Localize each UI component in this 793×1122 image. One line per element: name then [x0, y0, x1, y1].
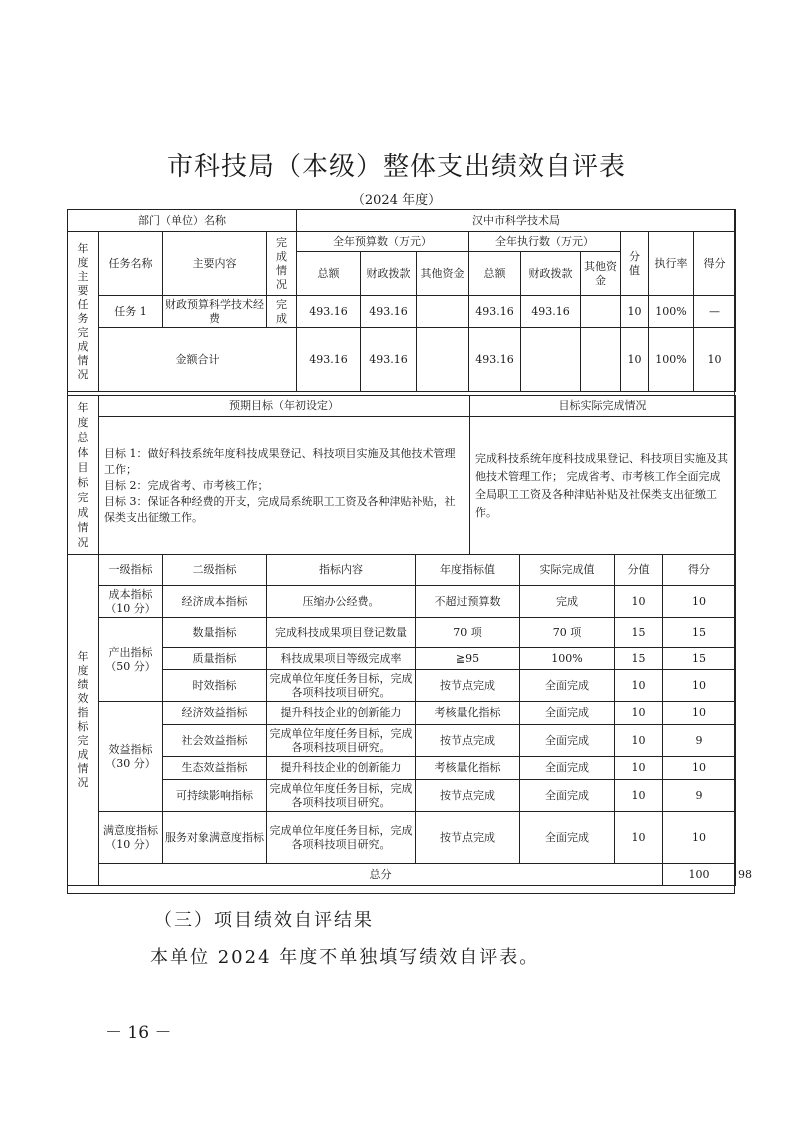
section-three-heading: （三）项目绩效自评结果 — [154, 910, 374, 931]
header-budget-group: 全年预算数（万元） — [297, 232, 469, 252]
content: 完成单位年度任务目标，完成各项科技项目研究。 — [267, 780, 416, 812]
level1-benefit: 效益指标（30 分） — [99, 702, 163, 812]
table-row — [68, 586, 736, 618]
content: 完成单位年度任务目标，完成各项科技项目研究。 — [267, 812, 416, 864]
total-exec-fiscal — [521, 328, 581, 392]
grand-total-row: 总分 100 98 — [68, 864, 736, 886]
goal-2: 目标 2：完成省考、市考核工作； — [104, 478, 269, 492]
score: 10 — [663, 757, 736, 780]
score: 10 — [663, 702, 736, 725]
section-three-paragraph: 本单位 2024 年度不单独填写绩效自评表。 — [150, 947, 540, 968]
task-score-value: 10 — [621, 296, 649, 328]
expected-goals-header: 预期目标（年初设定） — [99, 396, 470, 417]
target: 考核量化指标 — [416, 757, 520, 780]
total-score-value: 10 — [621, 328, 649, 392]
grand-total-label: 总分 — [99, 864, 663, 886]
total-exec-rate: 100% — [649, 328, 694, 392]
header-completion: 完 成 情 况 — [267, 232, 297, 296]
table-row — [68, 618, 736, 648]
actual: 70 项 — [520, 618, 615, 648]
goals-table — [67, 395, 736, 555]
score: 10 — [663, 812, 736, 864]
actual: 全面完成 — [520, 757, 615, 780]
actual: 全面完成 — [520, 812, 615, 864]
task-exec-fiscal: 493.16 — [521, 296, 581, 328]
level2: 生态效益指标 — [163, 757, 267, 780]
task-name: 任务 1 — [99, 296, 163, 328]
score-value: 10 — [615, 725, 663, 757]
score-value: 10 — [615, 780, 663, 812]
score: 10 — [663, 586, 736, 618]
score: 15 — [663, 618, 736, 648]
target: 考核量化指标 — [416, 702, 520, 725]
header-task-name: 任务名称 — [99, 232, 163, 296]
header-exec-total: 总额 — [469, 252, 521, 296]
task-score: — — [694, 296, 736, 328]
content: 科技成果项目等级完成率 — [267, 648, 416, 670]
content: 完成科技成果项目登记数量 — [267, 618, 416, 648]
goals-content-row — [68, 417, 736, 555]
level2: 经济成本指标 — [163, 586, 267, 618]
goals-header-row — [68, 396, 736, 417]
actual: 全面完成 — [520, 702, 615, 725]
header-exec-rate: 执行率 — [649, 232, 694, 296]
header-target: 年度指标值 — [416, 555, 520, 586]
level2: 质量指标 — [163, 648, 267, 670]
header-level2: 二级指标 — [163, 555, 267, 586]
actual: 全面完成 — [520, 670, 615, 702]
header-exec-other: 其他资金 — [581, 252, 621, 296]
header-ind-score-value: 分值 — [615, 555, 663, 586]
table-row — [68, 780, 736, 812]
score-value: 15 — [615, 618, 663, 648]
header-ind-score: 得分 — [663, 555, 736, 586]
total-budget-fiscal: 493.16 — [361, 328, 417, 392]
score: 15 — [663, 648, 736, 670]
expected-goals — [99, 417, 470, 555]
goal-3: 目标 3：保证各种经费的开支，完成局系统职工工资及各种津贴补贴，社保类支出征缴工作。 — [104, 494, 456, 524]
page-number: － 16 － — [105, 1023, 172, 1043]
task-completion: 完 成 — [267, 296, 297, 328]
header-level1: 一级指标 — [99, 555, 163, 586]
document-title: 市科技局（本级）整体支出绩效自评表 — [166, 152, 626, 182]
table-row — [68, 648, 736, 670]
tasks-side-label: 年 度 主 要 任 务 完 成 情 况 — [68, 232, 99, 392]
task-exec-rate: 100% — [649, 296, 694, 328]
header-actual: 实际完成值 — [520, 555, 615, 586]
tasks-header-row-1 — [68, 232, 736, 252]
task-budget-total: 493.16 — [297, 296, 361, 328]
actual-goals-header: 目标实际完成情况 — [470, 396, 736, 417]
score-value: 10 — [615, 757, 663, 780]
table-row — [68, 725, 736, 757]
table-row — [68, 702, 736, 725]
unit-label: 部门（单位）名称 — [68, 210, 297, 232]
indicators-table — [67, 554, 752, 886]
level2: 经济效益指标 — [163, 702, 267, 725]
score: 9 — [663, 725, 736, 757]
content: 提升科技企业的创新能力 — [267, 702, 416, 725]
header-content: 指标内容 — [267, 555, 416, 586]
total-budget-other — [417, 328, 469, 392]
score: 9 — [663, 780, 736, 812]
total-label: 金额合计 — [99, 328, 297, 392]
target: 不超过预算数 — [416, 586, 520, 618]
task-exec-other — [581, 296, 621, 328]
target: ≧95 — [416, 648, 520, 670]
score-value: 10 — [615, 586, 663, 618]
header-exec-group: 全年执行数（万元） — [469, 232, 621, 252]
level1-satisfaction: 满意度指标（10 分） — [99, 812, 163, 864]
document-subtitle: （2024 年度） — [351, 193, 442, 208]
level2: 服务对象满意度指标 — [163, 812, 267, 864]
target: 按节点完成 — [416, 725, 520, 757]
actual: 全面完成 — [520, 725, 615, 757]
level2: 数量指标 — [163, 618, 267, 648]
level2: 可持续影响指标 — [163, 780, 267, 812]
table-row — [68, 812, 736, 864]
total-budget-total: 493.16 — [297, 328, 361, 392]
grand-total-score-value: 100 — [663, 864, 736, 886]
task-budget-other — [417, 296, 469, 328]
header-score-value: 分 值 — [621, 232, 649, 296]
header-main-content: 主要内容 — [163, 232, 267, 296]
level1-output: 产出指标（50 分） — [99, 618, 163, 702]
content: 完成单位年度任务目标，完成各项科技项目研究。 — [267, 670, 416, 702]
table-row — [68, 757, 736, 780]
target: 按节点完成 — [416, 780, 520, 812]
header-budget-fiscal: 财政拨款 — [361, 252, 417, 296]
total-score: 10 — [694, 328, 736, 392]
actual: 全面完成 — [520, 780, 615, 812]
indicators-side-label: 年 度 绩 效 指 标 完 成 情 况 — [68, 555, 99, 886]
indicators-header-row — [68, 555, 736, 586]
level1-cost: 成本指标（10 分） — [99, 586, 163, 618]
header-budget-other: 其他资金 — [417, 252, 469, 296]
unit-value: 汉中市科学技术局 — [297, 210, 736, 232]
task-exec-total: 493.16 — [469, 296, 521, 328]
table-row — [68, 296, 736, 328]
total-row — [68, 328, 736, 392]
level2: 社会效益指标 — [163, 725, 267, 757]
task-budget-fiscal: 493.16 — [361, 296, 417, 328]
goal-1: 目标 1：做好科技系统年度科技成果登记、科技项目实施及其他技术管理工作； — [104, 446, 456, 476]
score: 10 — [663, 670, 736, 702]
header-budget-total: 总额 — [297, 252, 361, 296]
target: 按节点完成 — [416, 812, 520, 864]
score-value: 10 — [615, 812, 663, 864]
unit-row — [68, 210, 736, 232]
content: 压缩办公经费。 — [267, 586, 416, 618]
target: 70 项 — [416, 618, 520, 648]
actual: 完成 — [520, 586, 615, 618]
total-exec-total: 493.16 — [469, 328, 521, 392]
task-content: 财政预算科学技术经费 — [163, 296, 267, 328]
score-value: 10 — [615, 670, 663, 702]
score-value: 10 — [615, 702, 663, 725]
score-value: 15 — [615, 648, 663, 670]
table-row — [68, 670, 736, 702]
level2: 时效指标 — [163, 670, 267, 702]
tasks-table — [67, 209, 736, 392]
actual: 100% — [520, 648, 615, 670]
content: 提升科技企业的创新能力 — [267, 757, 416, 780]
header-exec-fiscal: 财政拨款 — [521, 252, 581, 296]
target: 按节点完成 — [416, 670, 520, 702]
goals-side-label: 年 度 总 体 目 标 完 成 情 况 — [68, 396, 99, 555]
header-score: 得分 — [694, 232, 736, 296]
actual-goals: 完成科技系统年度科技成果登记、科技项目实施及其他技术管理工作； 完成省考、市考核工作全面完成全局职工工资及各种津贴补贴及社保类支出征缴工作。 — [470, 417, 736, 555]
content: 完成单位年度任务目标，完成各项科技项目研究。 — [267, 725, 416, 757]
total-exec-other — [581, 328, 621, 392]
